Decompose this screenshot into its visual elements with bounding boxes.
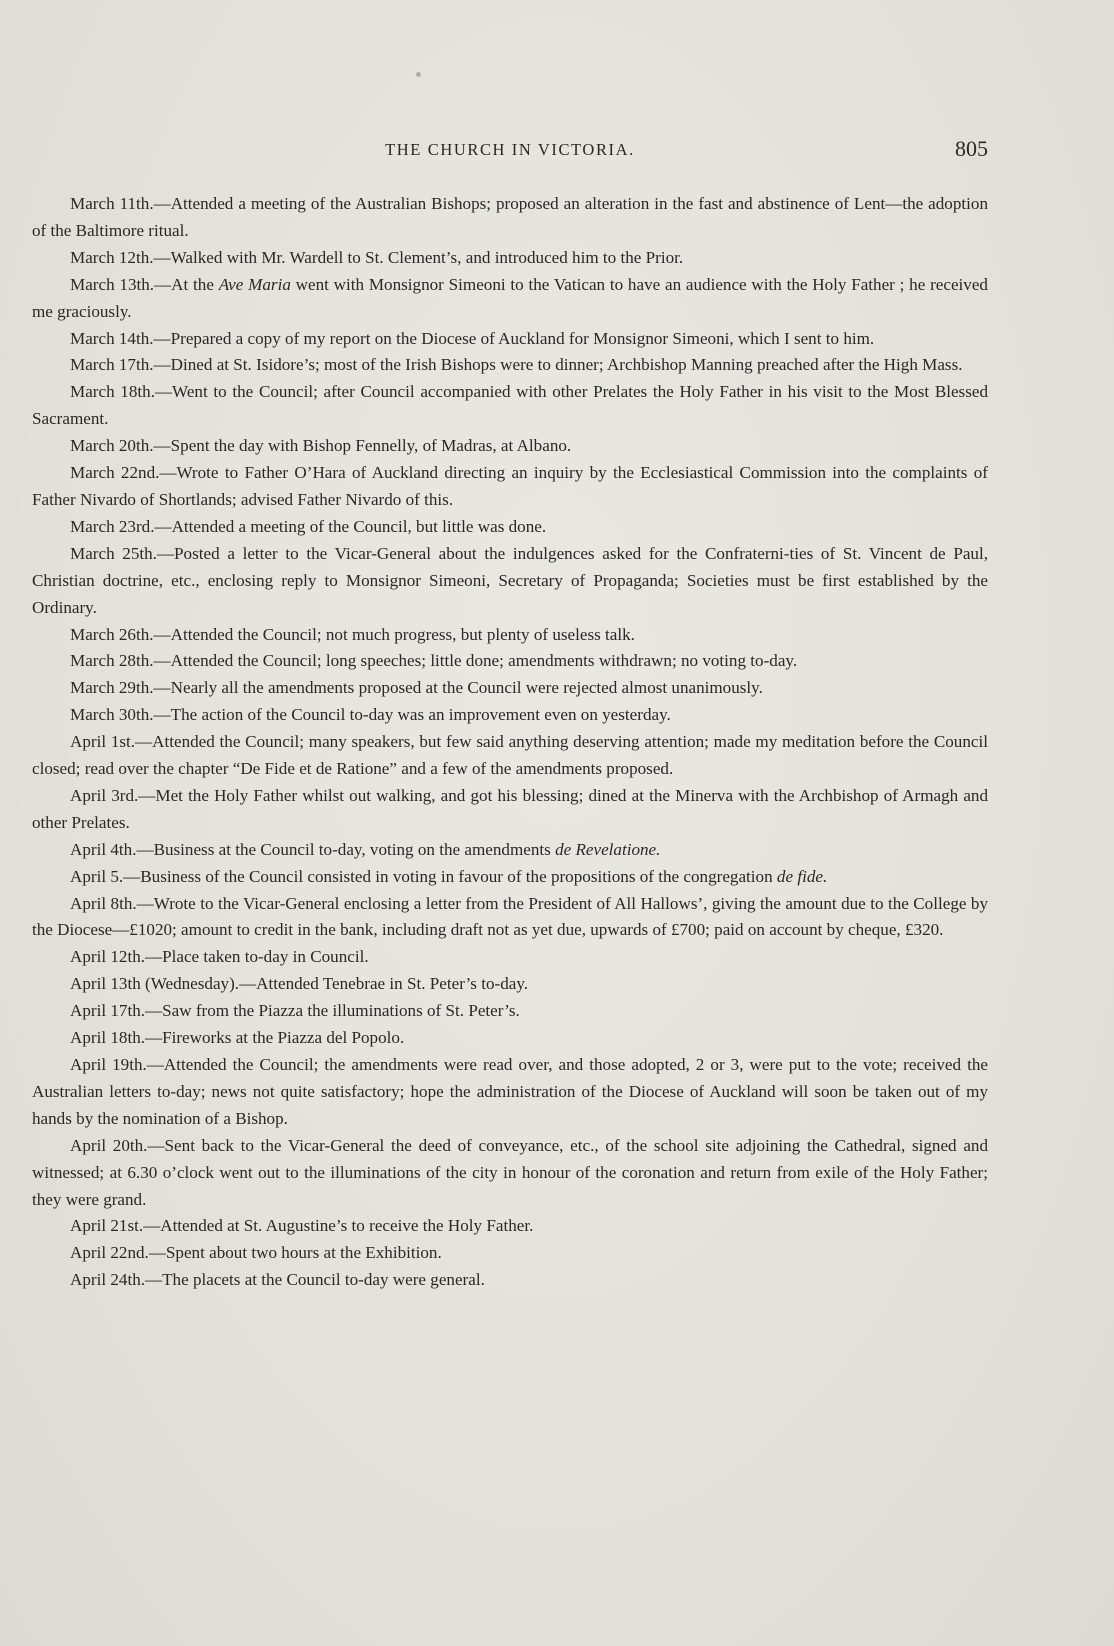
diary-entry: March 30th.—The action of the Council to-day was an improvement even on yesterday. [70, 705, 671, 725]
diary-entry: April 8th.—Wrote to the Vicar-General enclosing a letter from the President of All Hallows’, giving the amount due to the College by the Diocese—£1020; amount to credit in the bank, including draft not as yet due, upwards of £700; paid on account by cheque, £320. [32, 893, 988, 940]
diary-entry [32, 837, 988, 864]
running-title: THE CHURCH IN VICTORIA. [385, 140, 635, 159]
diary-entry: April 17th.—Saw from the Piazza the illuminations of St. Peter’s. [70, 1001, 520, 1021]
diary-entry: March 29th.—Nearly all the amendments proposed at the Council were rejected almost unanimously. [70, 678, 763, 698]
entry-text: went with Monsignor Simeoni to the Vatican to have an audience with the Holy Father ; he received me graciously. [32, 274, 988, 321]
diary-entry: March 14th.—Prepared a copy of my report on the Diocese of Auckland for Monsignor Simeoni, which I sent to him. [70, 328, 875, 348]
diary-entry: April 24th.—The placets at the Council to-day were general. [70, 1270, 485, 1290]
page-header [32, 136, 988, 166]
diary-entry: March 25th.—Posted a letter to the Vicar-General about the indulgences asked for the Confraterni-ties of St. Vincent de Paul, Christian doctrine, etc., enclosing reply to Monsignor Simeoni, Secretary of Propaganda; Societies must be first established by the Ordinary. [32, 543, 988, 617]
diary-entries [32, 191, 988, 1294]
diary-entry: March 20th.—Spent the day with Bishop Fennelly, of Madras, at Albano. [70, 436, 572, 456]
diary-entry: April 3rd.—Met the Holy Father whilst out walking, and got his blessing; dined at the Minerva with the Archbishop of Armagh and other Prelates. [32, 785, 988, 832]
diary-entry: March 11th.—Attended a meeting of the Australian Bishops; proposed an alteration in the fast and abstinence of Lent—the adoption of the Baltimore ritual. [32, 194, 988, 240]
page-number: 805 [955, 136, 988, 161]
diary-entry: April 20th.—Sent back to the Vicar-General the deed of conveyance, etc., of the school site adjoining the Cathedral, signed and witnessed; at 6.30 o’clock went out to the illuminations of the city in honour of the coronation and return from exile of the Holy Father; they were grand. [32, 1135, 988, 1209]
entry-italic-text: de fide. [776, 866, 828, 886]
diary-entry: March 12th.—Walked with Mr. Wardell to St. Clement’s, and introduced him to the Prior. [70, 247, 684, 267]
diary-entry: March 23rd.—Attended a meeting of the Council, but little was done. [70, 516, 547, 536]
diary-entry: April 1st.—Attended the Council; many speakers, but few said anything deserving attention; made my meditation before the Council closed; read over the chapter “De Fide et de Ratione” and a few of the amendments proposed. [32, 732, 988, 779]
diary-entry: March 26th.—Attended the Council; not much progress, but plenty of useless talk. [70, 624, 635, 644]
diary-entry: March 18th.—Went to the Council; after Council accompanied with other Prelates the Holy Father in his visit to the Most Blessed Sacrament. [32, 382, 988, 429]
paper-speck [416, 72, 421, 77]
diary-entry: March 28th.—Attended the Council; long speeches; little done; amendments withdrawn; no voting to-day. [70, 651, 798, 671]
diary-entry: April 12th.—Place taken to-day in Council. [70, 947, 369, 967]
entry-text: April 4th.—Business at the Council to-day, voting on the amendments [70, 839, 556, 859]
diary-entry: March 17th.—Dined at St. Isidore’s; most of the Irish Bishops were to dinner; Archbishop Manning preached after the High Mass. [70, 355, 963, 375]
diary-entry: April 22nd.—Spent about two hours at the Exhibition. [70, 1243, 442, 1263]
entry-italic-text: de Revelatione. [555, 839, 661, 859]
diary-entry: April 19th.—Attended the Council; the amendments were read over, and those adopted, 2 or 3, were put to the vote; received the Australian letters to-day; news not quite satisfactory; hope the administration of the Diocese of Auckland will soon be taken out of my hands by the nomination of a Bishop. [32, 1055, 988, 1128]
diary-entry: March 22nd.—Wrote to Father O’Hara of Auckland directing an inquiry by the Ecclesiastical Commission into the complaints of Father Nivardo of Shortlands; advised Father Nivardo of this. [32, 463, 988, 509]
diary-entry [32, 864, 988, 891]
entry-text: April 5.—Business of the Council consisted in voting in favour of the propositions of the congregation [70, 866, 777, 886]
diary-entry: April 13th (Wednesday).—Attended Tenebrae in St. Peter’s to-day. [70, 974, 529, 994]
diary-entry: April 21st.—Attended at St. Augustine’s to receive the Holy Father. [70, 1216, 534, 1236]
diary-entry [32, 272, 988, 326]
entry-text: March 13th.—At the [70, 274, 219, 294]
diary-entry: April 18th.—Fireworks at the Piazza del Popolo. [70, 1028, 405, 1048]
entry-italic-text: Ave Maria [218, 274, 291, 294]
